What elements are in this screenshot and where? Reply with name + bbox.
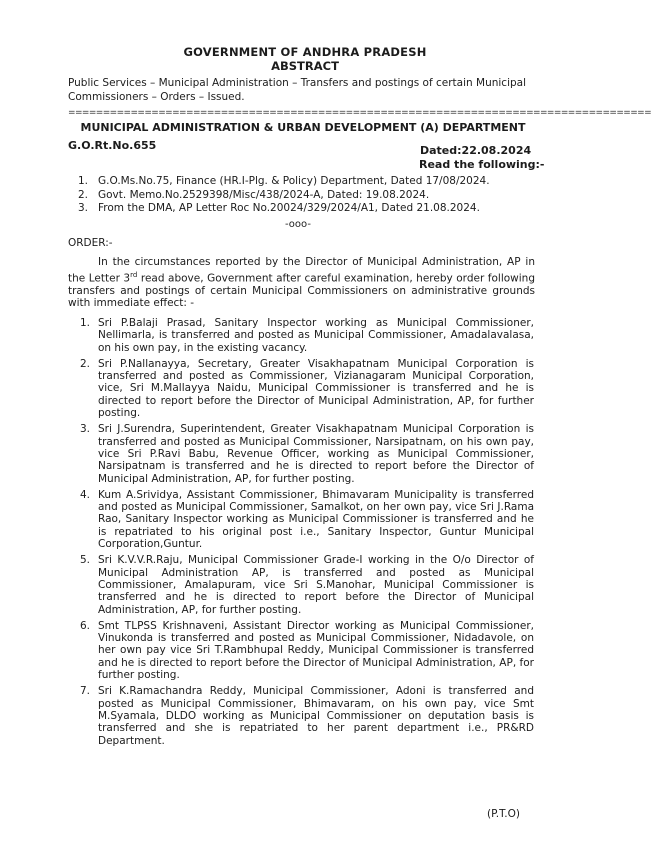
government-heading: GOVERNMENT OF ANDHRA PRADESH <box>183 45 427 59</box>
order-item-number: 2. <box>80 357 91 370</box>
reference-number: 1. <box>78 175 89 187</box>
order-item-text: Kum A.Srividya, Assistant Commissioner, Bhimavaram Municipality is transferred and posted as Municipal Commissioner, Samalkot, on her own pay, vice Sri J.Rama Rao, Sanitary Inspector working as Municipal Commissioner is transferred and he is repatriated to his original post i.e., Sanitary Inspector, Guntur Municipal Corporation,Guntur. <box>98 488 534 551</box>
order-item-text: Sri K.V.V.R.Raju, Municipal Commissioner Grade-I working in the O/o Director of Municipal Administration AP, is transferred and posted as Municipal Commissioner, Amalapuram, vice Sri S.Manohar, Municipal Commissioner is transferred and he is directed to report before the Director of Municipal Administration, AP, for further posting. <box>98 554 534 616</box>
reference-separator: -ooo- <box>285 219 311 230</box>
order-item-number: 7. <box>80 685 91 698</box>
read-following: Read the following:- <box>419 158 545 171</box>
go-number: G.O.Rt.No.655 <box>68 139 157 152</box>
order-item-text: Smt TLPSS Krishnaveni, Assistant Director working as Municipal Commissioner, Vinukonda is transferred and posted as Municipal Commissioner, Nidadavole, on her own pay vice Sri T.Rambhupal Reddy, Municipal Commissioner is transferred and he is directed to report before the Director of Municipal Administration, AP, for further posting. <box>98 619 534 682</box>
separator-line: ==================================================================================== <box>68 108 651 118</box>
order-item-number: 4. <box>80 488 91 501</box>
order-intro-superscript: rd <box>130 270 138 279</box>
reference-text: G.O.Ms.No.75, Finance (HR.I-Plg. & Policy) Department, Dated 17/08/2024. <box>98 175 490 187</box>
order-item-text: Sri K.Ramachandra Reddy, Municipal Commissioner, Adoni is transferred and posted as Municipal Commissioner, Bhimavaram, on his own pay, vice Smt M.Syamala, DLDO working as Municipal Commissioner on deputation basis is transferred and she is repatriated to her parent department i.e., PR&RD Department. <box>98 685 534 747</box>
go-date: Dated:22.08.2024 <box>420 144 532 157</box>
order-item-number: 6. <box>80 619 91 632</box>
order-intro-end: read above, Government after careful examination, hereby order following transfers and postings of certain Municipal Commissioners on administrative grounds with immediate effect: - <box>68 272 535 309</box>
order-item-number: 1. <box>80 317 91 329</box>
order-intro-start: In the circumstances reported by the Director of Municipal Administration, AP in the Letter 3 <box>68 256 535 284</box>
order-item-text: Sri P.Balaji Prasad, Sanitary Inspector working as Municipal Commissioner, Nellimarla, is transferred and posted as Municipal Commissioner, Amadalavalasa, on his own pay, in the existing vacancy. <box>98 317 534 354</box>
order-items-list <box>80 317 534 747</box>
reference-item <box>78 189 548 203</box>
reference-item <box>78 175 548 189</box>
reference-item <box>78 202 548 216</box>
subject-text: Public Services – Municipal Administration – Transfers and postings of certain Municipal Commissioners – Orders – Issued. <box>68 77 527 103</box>
order-item-text: Sri J.Surendra, Superintendent, Greater Visakhapatnam Municipal Corporation is transferred and posted as Municipal Commissioner, Narsipatnam, on his own pay, vice Sri P.Ravi Babu, Revenue Officer, working as Municipal Commissioner, Narsipatnam is transferred and he is directed to report before the Director of Municipal Administration, AP, for further posting. <box>98 423 534 485</box>
pto-marker: (P.T.O) <box>487 808 520 820</box>
order-item-number: 3. <box>80 423 91 436</box>
order-heading: ORDER:- <box>68 237 113 249</box>
department-heading: MUNICIPAL ADMINISTRATION & URBAN DEVELOPMENT (A) DEPARTMENT <box>80 121 526 134</box>
order-item <box>80 317 534 354</box>
reference-text: From the DMA, AP Letter Roc No.20024/329/2024/A1, Dated 21.08.2024. <box>98 202 480 214</box>
reference-text: Govt. Memo.No.2529398/Misc/438/2024-A, Dated: 19.08.2024. <box>98 188 430 201</box>
order-item <box>80 685 534 746</box>
order-intro <box>68 256 535 310</box>
order-item <box>80 620 534 681</box>
reference-number: 3. <box>78 202 89 214</box>
order-item <box>80 358 534 419</box>
order-item-number: 5. <box>80 554 91 567</box>
order-item-text: Sri P.Nallanayya, Secretary, Greater Visakhapatnam Municipal Corporation is transferred and posted as Commissioner, Vizianagaram Municipal Corporation, vice, Sri M.Mallayya Naidu, Municipal Commissioner is transferred and he is directed to report before the Director of Municipal Administration, AP, for further posting. <box>98 357 534 420</box>
order-item <box>80 489 534 550</box>
order-item <box>80 554 534 615</box>
abstract-heading: ABSTRACT <box>271 59 339 73</box>
reference-number: 2. <box>78 188 89 201</box>
order-item <box>80 423 534 484</box>
references-list <box>78 175 548 216</box>
